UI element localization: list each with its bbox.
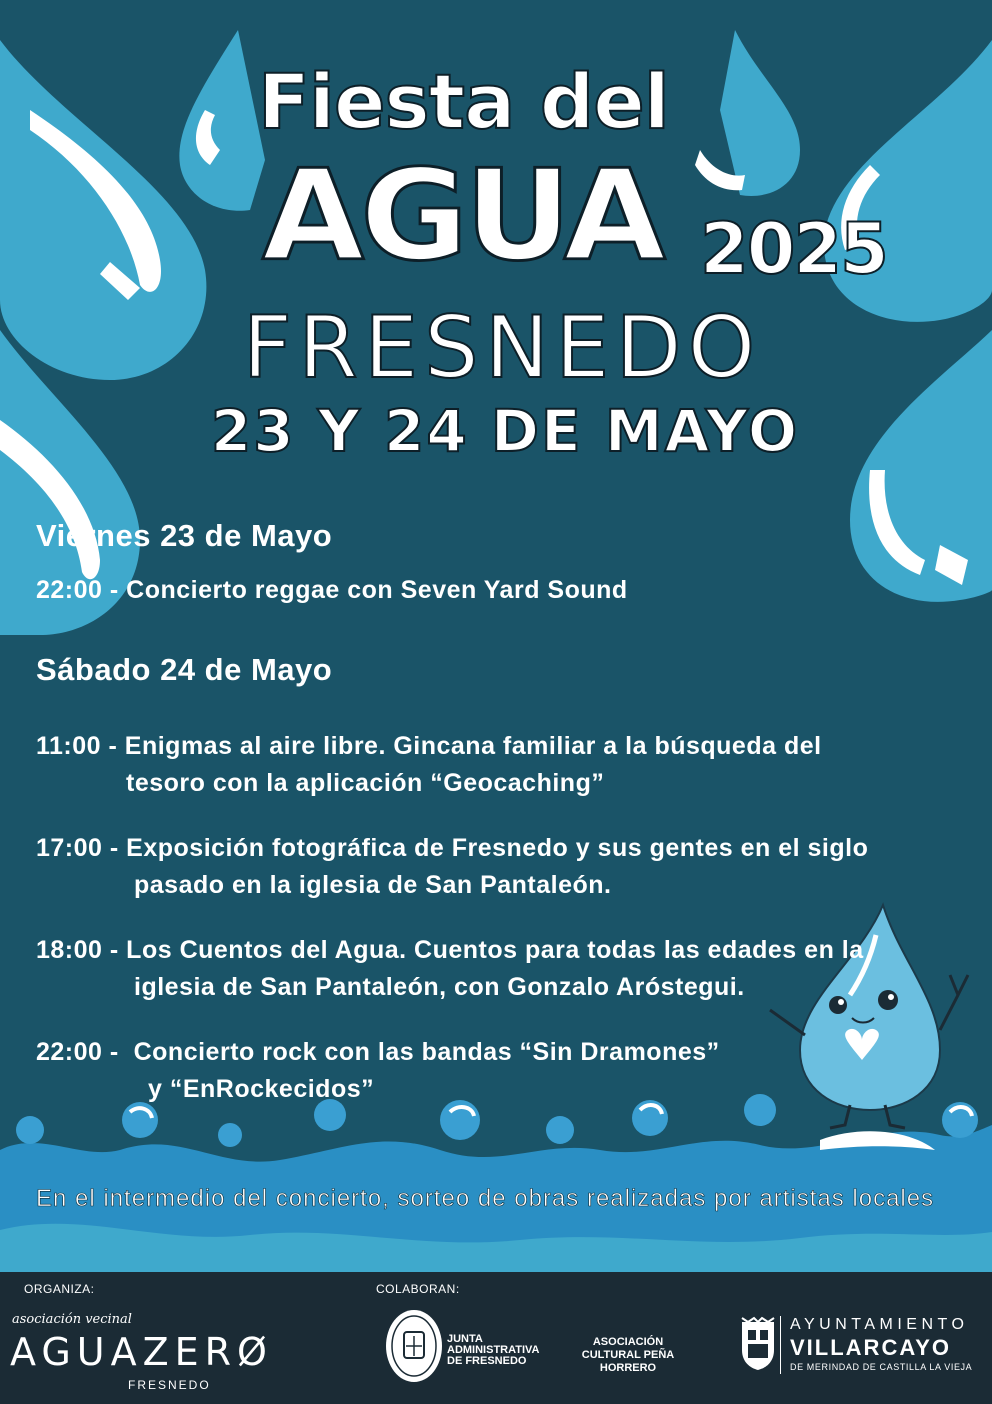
footnote: En el intermedio del concierto, sorteo de obras realizadas por artistas locales [36,1185,935,1212]
event-text: Concierto reggae con Seven Yard Sound [126,576,628,604]
event-text-cont: pasado en la iglesia de San Pantaleón. [134,871,612,899]
event-time: 11:00 - [36,732,125,760]
org-small-text: asociación vecinal [12,1312,132,1327]
event-text: Enigmas al aire libre. Gincana familiar a la búsqueda del [124,732,822,760]
event-sabado-1800 [36,932,951,1006]
event-text-cont: tesoro con la aplicación “Geocaching” [126,769,605,797]
title-agua: AGUA [262,142,662,290]
coat-of-arms-icon [738,1316,778,1372]
event-sabado-1700 [36,830,951,904]
asociacion-name: ASOCIACIÓN CULTURAL PEÑA HORRERO [581,1336,675,1374]
title-dates: 23 Y 24 DE MAYO [210,397,800,465]
title-fiesta: Fiesta del [258,57,669,146]
divider [780,1316,781,1374]
event-text: Exposición fotográfica de Fresnedo y sus gentes en el siglo [126,834,869,862]
event-time: 17:00 - [36,834,127,862]
water-drop-icon [850,330,992,602]
day-heading-viernes: Viernes 23 de Mayo [36,518,333,553]
junta-name: JUNTA ADMINISTRATIVA DE FRESNEDO [447,1333,540,1367]
event-viernes-2200 [36,572,951,609]
event-time: 18:00 - [36,936,127,964]
ayto-line3: DE MERINDAD DE CASTILLA LA VIEJA [790,1362,973,1372]
event-sabado-1100 [36,728,951,802]
event-text: Concierto rock con las bandas “Sin Dramones” [133,1038,720,1066]
org-logo-sub: FRESNEDO [128,1378,211,1392]
ayto-line2: VILLARCAYO [790,1335,951,1360]
seal-icon [384,1306,444,1386]
water-drop-icon [0,40,206,380]
water-drop-icon [179,30,265,211]
org-logo-name: AGUAZERØ [10,1330,273,1374]
organiza-label: ORGANIZA: [24,1282,95,1296]
event-sabado-2200 [36,1034,951,1108]
event-time: 22:00 - [36,576,127,604]
title-year: 2025 [700,208,887,290]
day-heading-sabado: Sábado 24 de Mayo [36,652,333,687]
event-text-cont: iglesia de San Pantaleón, con Gonzalo Aróstegui. [134,973,745,1001]
event-text: Los Cuentos del Agua. Cuentos para todas las edades en la [126,936,864,964]
event-time: 22:00 - [36,1038,134,1066]
colaboran-label: COLABORAN: [376,1282,460,1296]
footer [0,1272,992,1404]
ayto-line1: AYUNTAMIENTO [790,1316,969,1333]
title-town: FRESNEDO [242,298,762,398]
event-text-cont: y “EnRockecidos” [148,1075,375,1103]
